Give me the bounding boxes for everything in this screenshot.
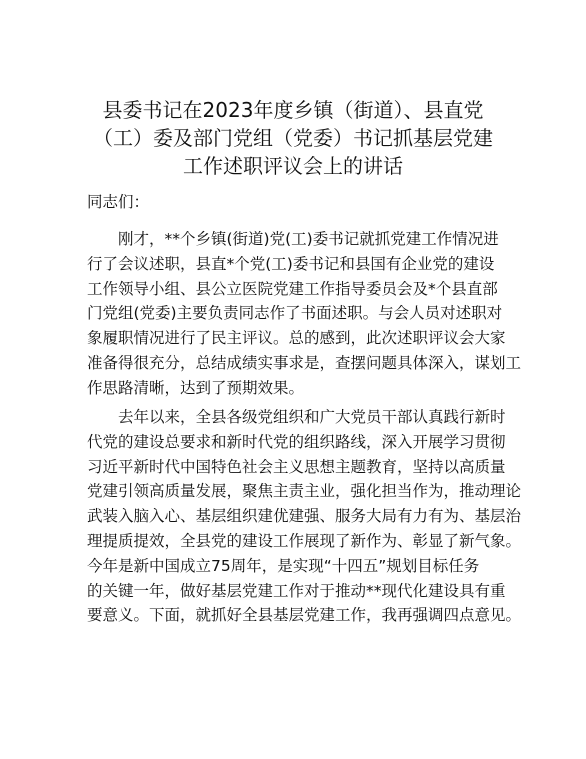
salutation-text: 同志们： [87, 193, 150, 211]
paragraph-opening [87, 227, 522, 401]
paragraph-line: 武装入脑入心、基层组织建优建强、服务大局有力有为、基层治 [87, 507, 522, 526]
paragraph-line: 象履职情况进行了民主评议。总的感到，此次述职评议会大家 [87, 329, 506, 348]
paragraph-line: 工作领导小组、县公立医院党建工作指导委员会及*个县直部 [87, 279, 498, 298]
paragraph-line: 代党的建设总要求和新时代党的组织路线，深入开展学习贯彻 [87, 432, 506, 451]
paragraph-line: 党建引领高质量发展，聚焦主责主业，强化担当作为，推动理论 [87, 482, 522, 501]
paragraph-line: 行了会议述职，县直*个党(工)委书记和县国有企业党的建设 [87, 254, 495, 273]
title-line: 工作述职评议会上的讲话 [183, 154, 403, 178]
paragraph-review [87, 405, 522, 628]
paragraph-line: 作思路清晰，达到了预期效果。 [87, 378, 305, 397]
paragraph-line: 门党组(党委)主要负责同志作了书面述职。与会人员对述职对 [87, 304, 503, 323]
paragraph-line: 今年是新中国成立75周年，是实现“十四五”规划目标任务 [87, 556, 480, 575]
document-title [70, 96, 516, 180]
paragraph-line: 理提质提效，全县党的建设工作展现了新作为、彰显了新气象。 [87, 531, 522, 550]
paragraph-line: 刚才，**个乡镇(街道)党(工)委书记就抓党建工作情况进 [118, 230, 499, 248]
paragraph-line: 要意义。下面，就抓好全县基层党建工作，我再强调四点意见。 [87, 606, 522, 625]
paragraph-line: 的关键一年，做好基层党建工作对于推动**现代化建设具有重 [87, 581, 506, 600]
title-line: 县委书记在2023年度乡镇（街道）、县直党 [102, 98, 484, 122]
paragraph-line: 去年以来，全县各级党组织和广大党员干部认真践行新时 [118, 408, 506, 426]
title-line: （工）委及部门党组（党委）书记抓基层党建 [93, 126, 493, 150]
salutation [87, 190, 503, 215]
paragraph-line: 准备得很充分，总结成绩实事求是，查摆问题具体深入，谋划工 [87, 353, 522, 372]
paragraph-line: 习近平新时代中国特色社会主义思想主题教育，坚持以高质量 [87, 457, 506, 476]
